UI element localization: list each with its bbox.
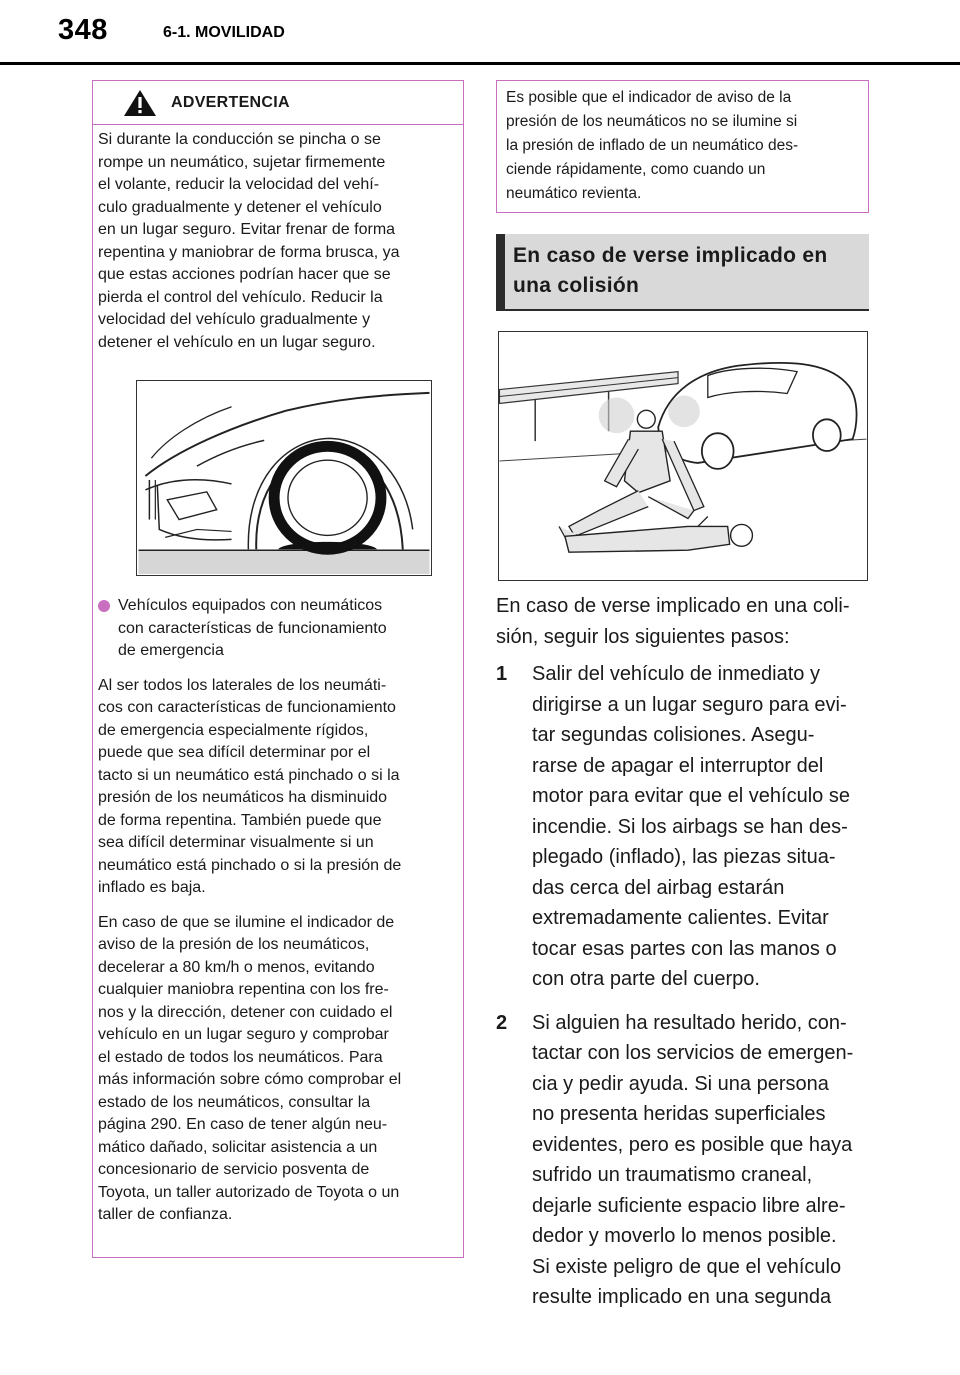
warning-title: ADVERTENCIA [171,93,290,111]
warning-paragraph-1: Si durante la conducción se pincha o se rompe un neumático, sujetar firmemente el volante, reducir la velocidad del vehí- culo gradualmente y detener el vehículo en un lugar seguro. Evitar frenar de forma repentina y maniobrar de forma brusca, ya que estas acciones podrían hacer que se pierda el control del vehículo. Reducir la velocidad del vehículo gradualmente y detener el vehículo en un lugar seguro. [98,131,400,351]
step-number: 2 [496,1011,508,1034]
info-text: Es posible que el indicador de aviso de la presión de los neumáticos no se ilumine si la presión de inflado de un neumático des- ciende rápidamente, como cuando un neumático revienta. [506,89,799,202]
page-number: 348 [58,14,108,46]
section-title: 6-1. MOVILIDAD [163,24,285,41]
header-rule [0,62,960,65]
step-1 [496,659,871,995]
intro-paragraph: En caso de verse implicado en una coli- sión, seguir los siguientes pasos: [496,595,850,648]
warning-box [92,80,464,1258]
bullet-text: Vehículos equipados con neumáticos con características de funcionamiento de emergencia [118,597,387,659]
step-2 [496,1008,871,1313]
run-flat-tire-illustration [136,380,432,576]
warning-triangle-icon [123,89,157,117]
collision-heading: En caso de verse implicado en una colisión [496,234,869,311]
step-text: Si alguien ha resultado herido, con- tactar con los servicios de emergen- cia y pedir ayuda. Si una persona no presenta heridas superficiales evidentes, pero es posible que haya sufrido un traumatismo craneal, dejarle suficiente espacio libre alre- dedor y moverlo lo menos posible. Si existe peligro de que el vehículo resulte implicado en una segunda [532,1011,854,1308]
step-text: Salir del vehículo de inmediato y dirigirse a un lugar seguro para evi- tar segundas colisiones. Asegu- rarse de apagar el interruptor del motor para evitar que el vehículo se incendie. Si los airbags se han des- plegado (inflado), las piezas situa- das cerca del airbag estarán extremadamente calientes. Evitar tocar esas partes con las manos o con otra parte del cuerpo. [532,663,850,990]
bullet-icon [98,600,110,612]
page-header [0,0,960,62]
bullet-run-flat-tires [98,595,449,663]
warning-header [93,81,463,125]
main-text [496,591,871,1313]
warning-paragraph-2: Al ser todos los laterales de los neumáti- cos con características de funcionamiento de emergencia especialmente rígidos, puede que sea difícil determinar por el tacto si un neumático está pinchado o si la presión de los neumáticos ha disminuido de forma repentina. También puede que sea difícil determinar visualmente si un neumático está pinchado o si la presión de inflado es baja. [98,676,402,896]
step-number: 1 [496,663,508,685]
info-box [496,80,869,213]
collision-rescue-illustration [498,331,868,581]
warning-paragraph-3: En caso de que se ilumine el indicador de aviso de la presión de los neumáticos, decelerar a 80 km/h o menos, evitando cualquier maniobra repentina con los fre- nos y la dirección, detener con cuidado el vehículo en un lugar seguro y comprobar el estado de todos los neumáticos. Para más información sobre cómo comprobar el estado de los neumáticos, consultar la página 290. En caso de tener algún neu- mático dañado, solicitar asistencia a un concesionario de servicio posventa de Toyota, un taller autorizado de Toyota o un taller de confianza. [98,913,402,1223]
